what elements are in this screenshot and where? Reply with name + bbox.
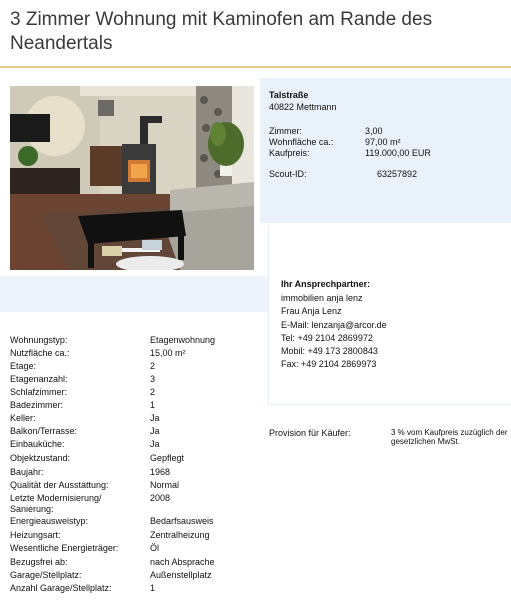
detail-label: Balkon/Terrasse:: [10, 426, 78, 436]
detail-label: Objektzustand:: [10, 453, 71, 463]
summary-value-area: 97,00 m²: [365, 137, 401, 147]
detail-label: Schlafzimmer:: [10, 387, 68, 397]
detail-value: nach Absprache: [150, 557, 215, 567]
detail-label: Etagenanzahl:: [10, 374, 68, 384]
summary-value-price: 119.000,00 EUR: [365, 148, 431, 158]
commission-label: Provision für Käufer:: [269, 428, 351, 438]
contact-mobile[interactable]: Mobil: +49 173 2800843: [281, 346, 378, 356]
scout-id-label: Scout-ID:: [269, 169, 307, 179]
contact-phone[interactable]: Tel: +49 2104 2869972: [281, 333, 373, 343]
detail-value: 1: [150, 583, 156, 593]
contact-company: immobilien anja lenz: [281, 293, 363, 303]
detail-label: Letzte Modernisierung/ Sanierung:: [10, 493, 102, 514]
detail-label: Garage/Stellplatz:: [10, 570, 82, 580]
contact-email[interactable]: E-Mail: lenzanja@arcor.de: [281, 320, 387, 330]
detail-label: Qualität der Ausstattung:: [10, 480, 109, 490]
contact-heading: Ihr Ansprechpartner:: [281, 279, 371, 289]
detail-label: Einbauküche:: [10, 439, 65, 449]
detail-label: Keller:: [10, 413, 36, 423]
summary-value-rooms: 3,00: [365, 126, 383, 136]
detail-value: Außenstellplatz: [150, 570, 212, 580]
address-city: 40822 Mettmann: [269, 102, 337, 112]
detail-label: Bezugsfrei ab:: [10, 557, 68, 567]
detail-label: Heizungsart:: [10, 530, 61, 540]
living-room-photo-image: [10, 86, 254, 270]
detail-value: Ja: [150, 413, 160, 423]
detail-value: 2008: [150, 493, 171, 503]
detail-value: Öl: [150, 543, 159, 553]
detail-label: Anzahl Garage/Stellplatz:: [10, 583, 112, 593]
detail-label: Wesentliche Energieträger:: [10, 543, 119, 553]
detail-label: Nutzfläche ca.:: [10, 348, 70, 358]
contact-person: Frau Anja Lenz: [281, 306, 342, 316]
detail-label: Wohnungstyp:: [10, 335, 68, 345]
detail-label: Badezimmer:: [10, 400, 64, 410]
detail-label: Etage:: [10, 361, 37, 371]
detail-value: 2: [150, 387, 156, 397]
detail-value: 2: [150, 361, 156, 371]
summary-label-area: Wohnfläche ca.:: [269, 137, 334, 147]
detail-value: Normal: [150, 480, 180, 490]
address-street: Talstraße: [269, 90, 309, 100]
detail-label: Energieausweistyp:: [10, 516, 89, 526]
detail-value: 15,00 m²: [150, 348, 186, 358]
detail-value: 1: [150, 400, 156, 410]
listing-photo[interactable]: [10, 86, 254, 270]
page-title: 3 Zimmer Wohnung mit Kaminofen am Rande des Neandertals: [10, 9, 433, 54]
summary-label-rooms: Zimmer:: [269, 126, 302, 136]
details-header-band: [0, 276, 268, 312]
detail-value: Ja: [150, 426, 160, 436]
title-divider: [0, 66, 511, 68]
detail-value: Bedarfsausweis: [150, 516, 214, 526]
scout-id-value: 63257892: [377, 169, 418, 179]
summary-label-price: Kaufpreis:: [269, 148, 310, 158]
detail-value: Zentralheizung: [150, 530, 210, 540]
detail-value: Gepflegt: [150, 453, 185, 463]
detail-value: 3: [150, 374, 156, 384]
detail-value: Ja: [150, 439, 160, 449]
detail-value: 1968: [150, 467, 171, 477]
contact-fax: Fax: +49 2104 2869973: [281, 359, 377, 369]
detail-value: Etagenwohnung: [150, 335, 216, 345]
commission-value: 3 % vom Kaufpreis zuzüglich der gesetzlichen MwSt.: [391, 428, 508, 446]
detail-label: Baujahr:: [10, 467, 44, 477]
